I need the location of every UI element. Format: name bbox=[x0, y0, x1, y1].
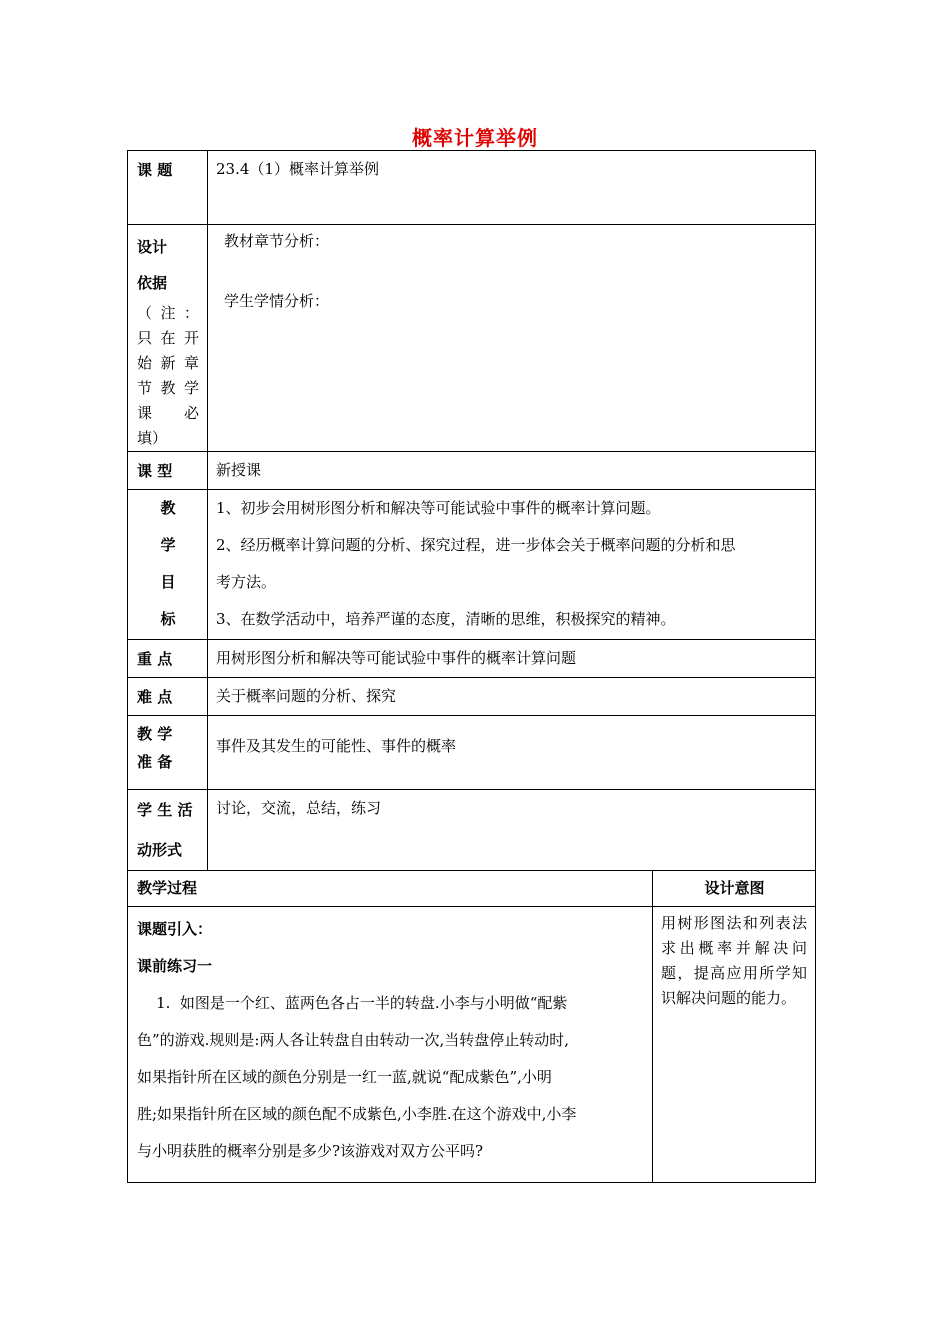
row-design-basis bbox=[128, 225, 816, 452]
question-line: 胜;如果指针所在区域的颜色配不成紫色,小李胜.在这个游戏中,小李 bbox=[137, 1105, 577, 1123]
difficulty-value: 关于概率问题的分析、探究 bbox=[208, 678, 816, 716]
topic-value: 23.4（1）概率计算举例 bbox=[208, 151, 816, 225]
preparation-label bbox=[128, 716, 208, 790]
row-difficulty bbox=[128, 678, 816, 716]
basis-note-line: 只 在 开 bbox=[137, 329, 199, 347]
row-objectives bbox=[128, 490, 816, 640]
basis-label-cell bbox=[128, 225, 208, 452]
objectives-label-char: 目 bbox=[160, 573, 176, 591]
preparation-value: 事件及其发生的可能性、事件的概率 bbox=[208, 716, 816, 790]
row-preparation bbox=[128, 716, 816, 790]
question-line: 1. 如图是一个红、蓝两色各占一半的转盘.小李与小明做“配紫 bbox=[137, 994, 568, 1012]
key-point-label: 重 点 bbox=[128, 640, 208, 678]
basis-label-1: 设计 bbox=[137, 238, 168, 256]
design-intent: 用树形图法和列表法求出概率并解决问题，提高应用所学知识解决问题的能力。 bbox=[653, 907, 816, 1183]
row-activity bbox=[128, 790, 816, 871]
basis-note-line: 填） bbox=[137, 429, 168, 447]
basis-note-line: （ 注 ： bbox=[137, 304, 199, 322]
objective-item: 考方法。 bbox=[216, 573, 277, 591]
activity-label bbox=[128, 790, 208, 871]
type-value: 新授课 bbox=[208, 452, 816, 490]
objectives-label-char: 教 bbox=[160, 499, 176, 517]
objective-item: 2、经历概率计算问题的分析、探究过程，进一步体会关于概率问题的分析和思 bbox=[216, 536, 736, 554]
difficulty-label: 难 点 bbox=[128, 678, 208, 716]
process-header: 教学过程 bbox=[128, 871, 653, 907]
objective-item: 3、在数学活动中，培养严谨的态度，清晰的思维，积极探究的精神。 bbox=[216, 610, 676, 628]
preparation-label-1: 教 学 bbox=[137, 725, 173, 743]
type-label: 课 型 bbox=[128, 452, 208, 490]
process-content bbox=[128, 907, 653, 1183]
row-key-point bbox=[128, 640, 816, 678]
objective-item: 1、初步会用树形图分析和解决等可能试验中事件的概率计算问题。 bbox=[216, 499, 661, 517]
objectives-label-char: 标 bbox=[160, 610, 176, 628]
objectives-label bbox=[128, 490, 208, 640]
row-process-header bbox=[128, 871, 816, 907]
page-title: 概率计算举例 bbox=[412, 126, 538, 150]
row-lesson-type bbox=[128, 452, 816, 490]
question-line: 如果指针所在区域的颜色分别是一红一蓝,就说“配成紫色”,小明 bbox=[137, 1068, 552, 1086]
key-point-value: 用树形图分析和解决等可能试验中事件的概率计算问题 bbox=[208, 640, 816, 678]
question-line: 与小明获胜的概率分别是多少?该游戏对双方公平吗? bbox=[137, 1142, 484, 1160]
exercise-heading: 课前练习一 bbox=[137, 957, 213, 975]
basis-content bbox=[208, 225, 816, 452]
basis-label-2: 依据 bbox=[137, 274, 168, 292]
objectives-label-char: 学 bbox=[160, 536, 176, 554]
basis-note-line: 始 新 章 bbox=[137, 354, 199, 372]
activity-label-1: 学 生 活 bbox=[137, 801, 193, 819]
lesson-plan-table bbox=[127, 150, 816, 1183]
preparation-label-2: 准 备 bbox=[137, 753, 173, 771]
basis-note-line: 节 教 学 bbox=[137, 379, 199, 397]
activity-label-2: 动形式 bbox=[137, 841, 183, 859]
intent-header: 设计意图 bbox=[653, 871, 816, 907]
basis-note bbox=[137, 301, 199, 451]
textbook-analysis: 教材章节分析： bbox=[224, 232, 330, 250]
student-analysis: 学生学情分析： bbox=[224, 292, 330, 310]
question-line: 色”的游戏.规则是:两人各让转盘自由转动一次,当转盘停止转动时, bbox=[137, 1031, 570, 1049]
activity-value: 讨论，交流，总结，练习 bbox=[208, 790, 816, 871]
objectives-list bbox=[208, 490, 816, 640]
row-process-content bbox=[128, 907, 816, 1183]
basis-note-line: 课 必 bbox=[137, 404, 199, 422]
topic-label: 课 题 bbox=[128, 151, 208, 225]
row-topic bbox=[128, 151, 816, 225]
intro-heading: 课题引入： bbox=[137, 920, 213, 938]
